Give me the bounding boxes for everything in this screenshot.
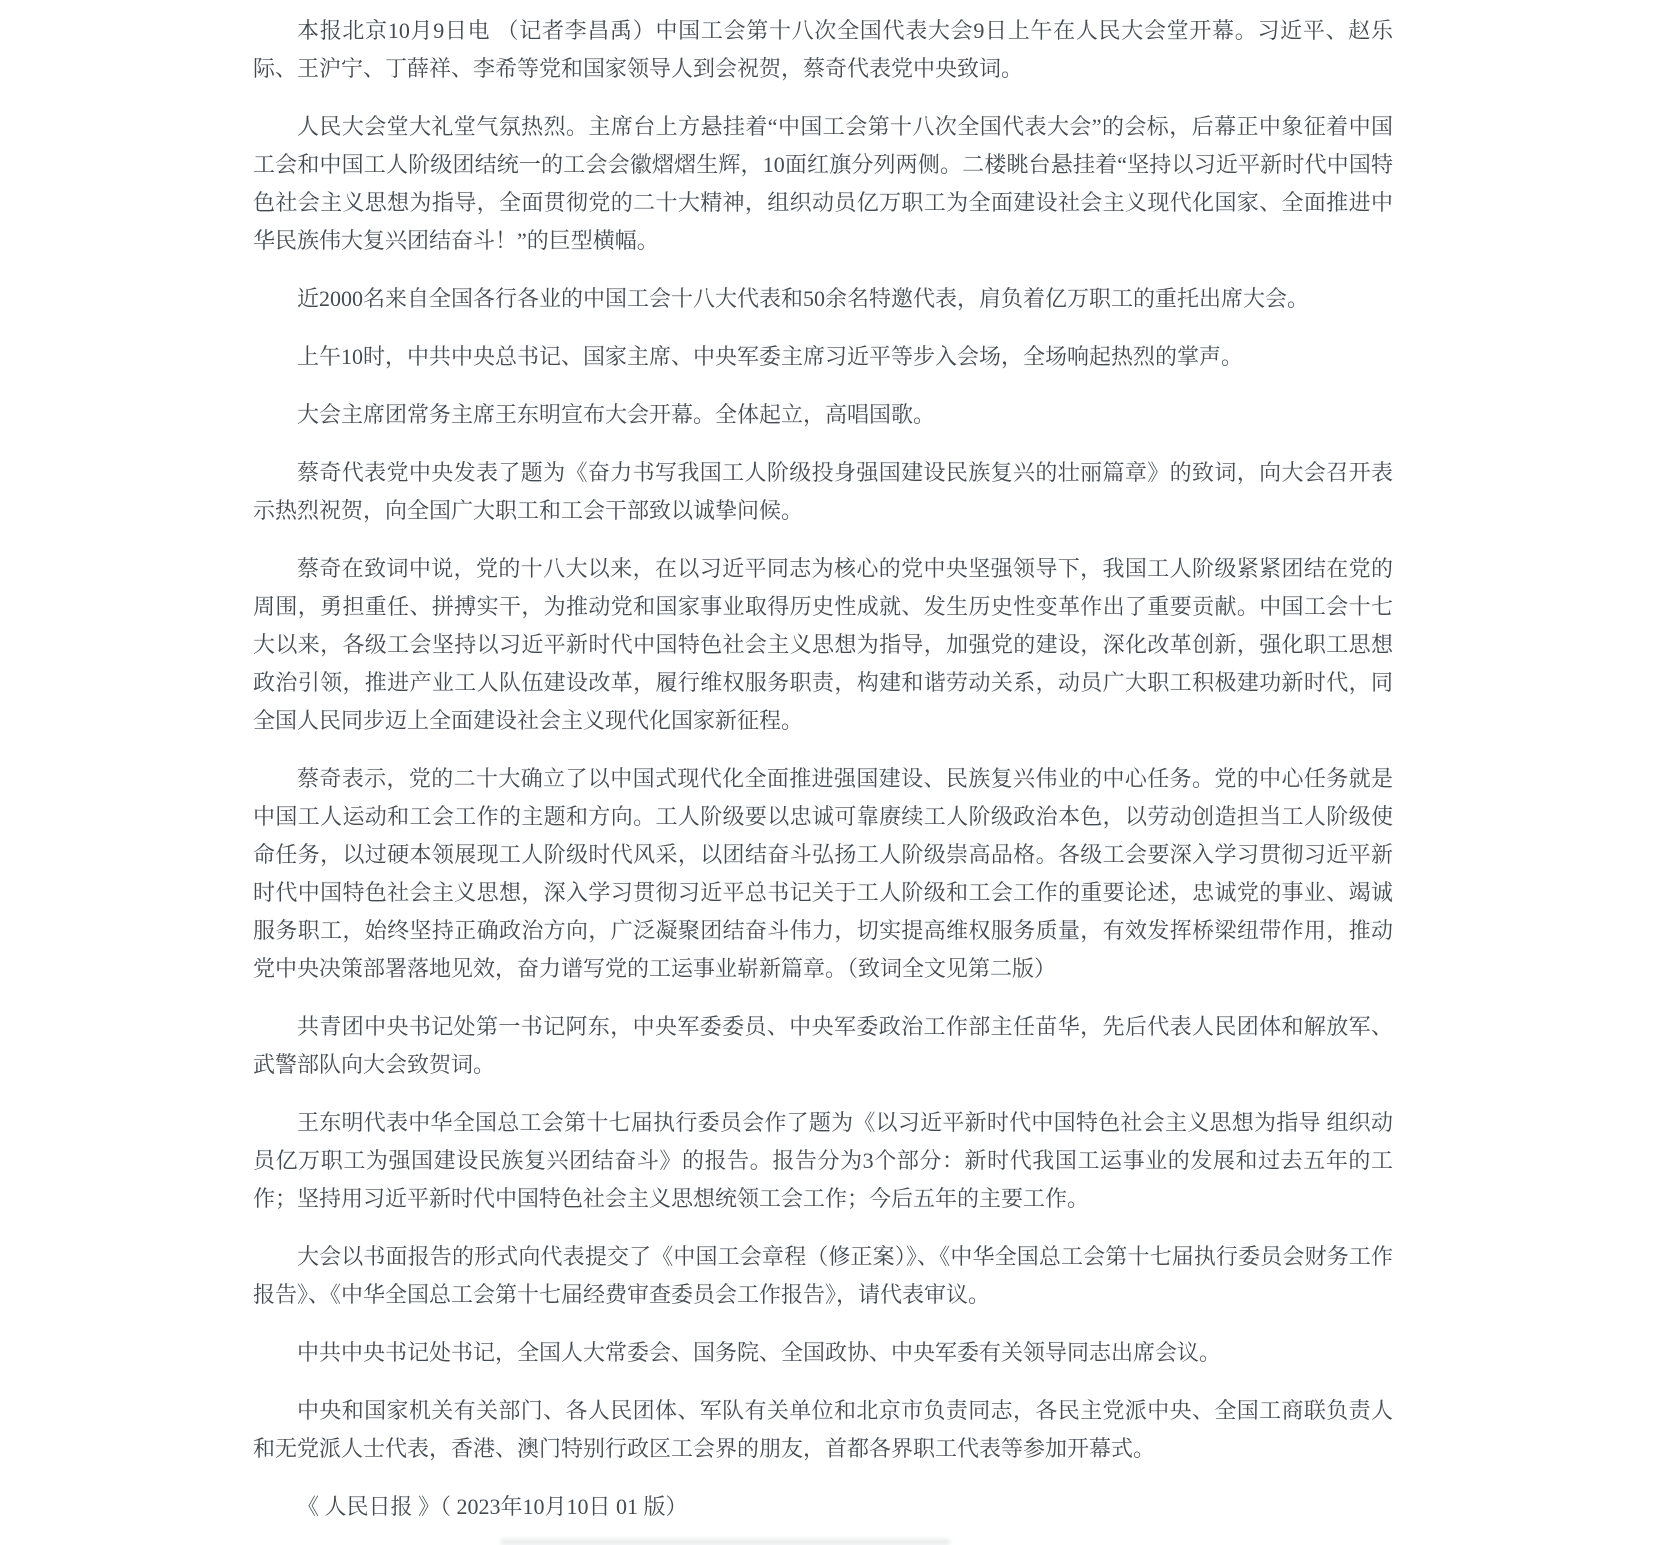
article-paragraph: 蔡奇表示，党的二十大确立了以中国式现代化全面推进强国建设、民族复兴伟业的中心任务。党的中心任务就是中国工人运动和工会工作的主题和方向。工人阶级要以忠诚可靠赓续工人阶级政治本色，以劳动创造担当工人阶级使命任务，以过硬本领展现工人阶级时代风采，以团结奋斗弘扬工人阶级崇高品格。各级工会要深入学习贯彻习近平新时代中国特色社会主义思想，深入学习贯彻习近平总书记关于工人阶级和工会工作的重要论述，忠诚党的事业、竭诚服务职工，始终坚持正确政治方向，广泛凝聚团结奋斗伟力，切实提高维权服务质量，有效发挥桥梁纽带作用，推动党中央决策部署落地见效，奋力谱写党的工运事业崭新篇章。（致词全文见第二版） bbox=[253, 766, 1393, 981]
article-paragraph: 蔡奇在致词中说，党的十八大以来，在以习近平同志为核心的党中央坚强领导下，我国工人阶级紧紧团结在党的周围，勇担重任、拼搏实干，为推动党和国家事业取得历史性成就、发生历史性变革作出了重要贡献。中国工会十七大以来，各级工会坚持以习近平新时代中国特色社会主义思想为指导，加强党的建设，深化改革创新，强化职工思想政治引领，推进产业工人队伍建设改革，履行维权服务职责，构建和谐劳动关系，动员广大职工积极建功新时代，同全国人民同步迈上全面建设社会主义现代化国家新征程。 bbox=[253, 556, 1393, 733]
article-paragraph: 近2000名来自全国各行各业的中国工会十八大代表和50余名特邀代表，肩负着亿万职工的重托出席大会。 bbox=[297, 286, 1310, 311]
article-paragraph: 中共中央书记处书记，全国人大常委会、国务院、全国政协、中央军委有关领导同志出席会议。 bbox=[297, 1340, 1222, 1365]
source-line: 《 人民日报 》（ 2023年10月10日 01 版） bbox=[297, 1494, 688, 1519]
article-paragraph: 大会以书面报告的形式向代表提交了《中国工会章程（修正案）》、《中华全国总工会第十七届执行委员会财务工作报告》、《中华全国总工会第十七届经费审查委员会工作报告》，请代表审议。 bbox=[253, 1244, 1393, 1307]
article-paragraph: 大会主席团常务主席王东明宣布大会开幕。全体起立，高唱国歌。 bbox=[297, 402, 936, 427]
cutoff-line-artifact bbox=[500, 1539, 950, 1545]
article-paragraph: 蔡奇代表党中央发表了题为《奋力书写我国工人阶级投身强国建设民族复兴的壮丽篇章》的致词，向大会召开表示热烈祝贺，向全国广大职工和工会干部致以诚挚问候。 bbox=[253, 460, 1393, 523]
article-paragraph: 本报北京10月9日电 （记者李昌禹）中国工会第十八次全国代表大会9日上午在人民大会堂开幕。习近平、赵乐际、王沪宁、丁薛祥、李希等党和国家领导人到会祝贺，蔡奇代表党中央致词。 bbox=[253, 18, 1393, 81]
article-paragraph: 王东明代表中华全国总工会第十七届执行委员会作了题为《以习近平新时代中国特色社会主义思想为指导 组织动员亿万职工为强国建设民族复兴团结奋斗》的报告。报告分为3个部分：新时代我国工运事业的发展和过去五年的工作；坚持用习近平新时代中国特色社会主义思想统领工会工作；今后五年的主要工作。 bbox=[253, 1110, 1393, 1211]
article-paragraph: 上午10时，中共中央总书记、国家主席、中央军委主席习近平等步入会场，全场响起热烈的掌声。 bbox=[297, 344, 1244, 369]
article-paragraph: 中央和国家机关有关部门、各人民团体、军队有关单位和北京市负责同志，各民主党派中央、全国工商联负责人和无党派人士代表，香港、澳门特别行政区工会界的朋友，首都各界职工代表等参加开幕式。 bbox=[253, 1398, 1393, 1461]
article-body bbox=[253, 12, 1393, 1526]
article-paragraph: 人民大会堂大礼堂气氛热烈。主席台上方悬挂着“中国工会第十八次全国代表大会”的会标，后幕正中象征着中国工会和中国工人阶级团结统一的工会会徽熠熠生辉，10面红旗分列两侧。二楼眺台悬挂着“坚持以习近平新时代中国特色社会主义思想为指导，全面贯彻党的二十大精神，组织动员亿万职工为全面建设社会主义现代化国家、全面推进中华民族伟大复兴团结奋斗！”的巨型横幅。 bbox=[253, 114, 1393, 253]
article-paragraph: 共青团中央书记处第一书记阿东，中央军委委员、中央军委政治工作部主任苗华，先后代表人民团体和解放军、武警部队向大会致贺词。 bbox=[253, 1014, 1393, 1077]
